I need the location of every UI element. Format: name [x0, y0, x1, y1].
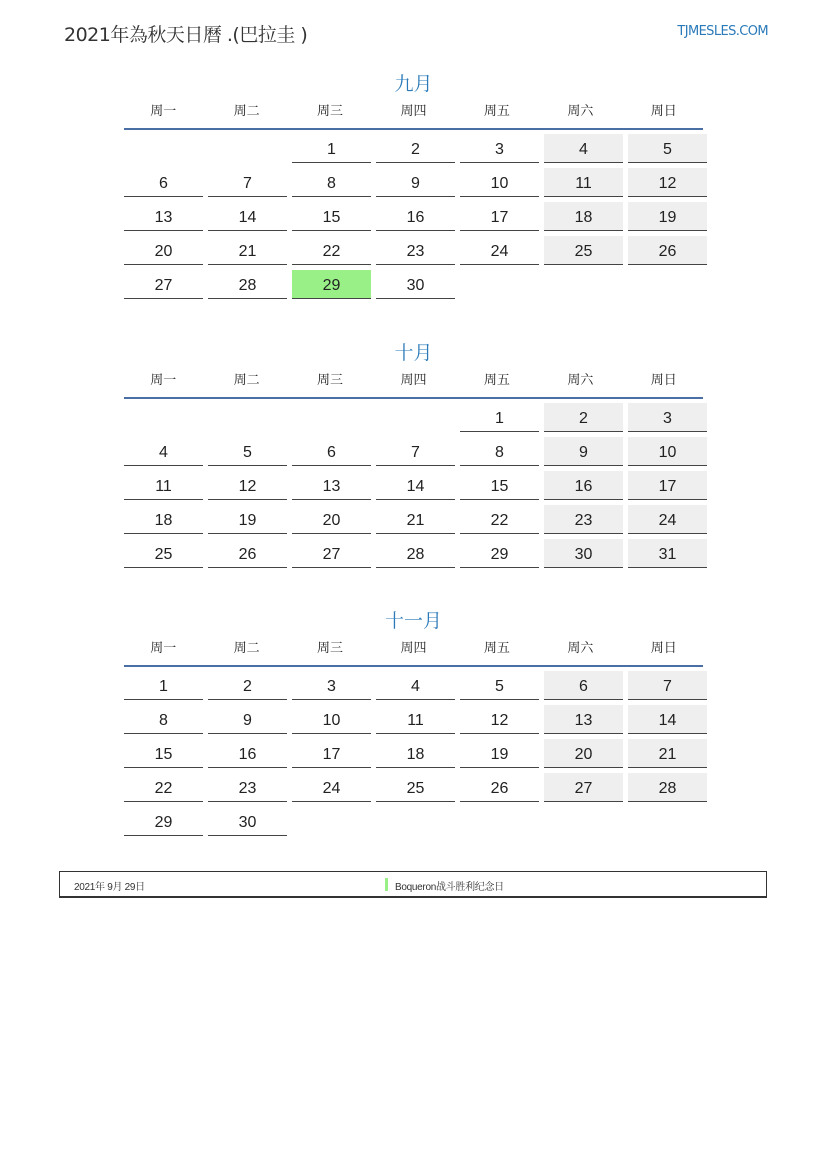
day-cell: 26	[208, 539, 287, 568]
day-cell: 8	[460, 437, 539, 466]
weekday-label: 周五	[483, 641, 510, 656]
day-cell: 22	[124, 773, 203, 802]
day-cell: 4	[376, 671, 455, 700]
day-cell: 27	[292, 539, 371, 568]
day-cell: 12	[628, 168, 707, 197]
weekday-label: 周三	[317, 104, 344, 119]
day-cell: 10	[460, 168, 539, 197]
site-link[interactable]: TJMESLES.COM	[677, 24, 768, 39]
weekday-label: 周六	[567, 373, 594, 388]
empty-cell	[376, 403, 455, 432]
day-cell: 21	[376, 505, 455, 534]
day-cell: 30	[208, 807, 287, 836]
day-cell: 5	[460, 671, 539, 700]
day-cell: 4	[544, 134, 623, 163]
day-cell: 14	[208, 202, 287, 231]
day-grid	[124, 134, 703, 299]
day-cell: 7	[376, 437, 455, 466]
day-cell: 6	[292, 437, 371, 466]
legend-date: 2021年 9月 29日	[74, 882, 145, 893]
day-cell: 20	[544, 739, 623, 768]
month-title: 九月	[394, 73, 433, 95]
month-title: 十月	[394, 342, 433, 364]
day-cell: 9	[376, 168, 455, 197]
day-cell: 17	[628, 471, 707, 500]
day-cell: 20	[292, 505, 371, 534]
day-cell: 14	[628, 705, 707, 734]
day-grid	[124, 403, 703, 568]
day-cell: 15	[124, 739, 203, 768]
day-cell: 15	[292, 202, 371, 231]
day-cell: 15	[460, 471, 539, 500]
day-cell: 11	[376, 705, 455, 734]
month-november	[124, 607, 703, 836]
month-september	[124, 70, 703, 299]
day-cell: 23	[376, 236, 455, 265]
day-cell: 29	[460, 539, 539, 568]
holiday-legend	[59, 871, 767, 898]
day-cell: 9	[208, 705, 287, 734]
legend-color-marker	[385, 878, 388, 891]
month-title: 十一月	[384, 610, 442, 632]
month-october	[124, 339, 703, 568]
day-cell: 6	[544, 671, 623, 700]
page-title: 2021年為秋天日曆 .(巴拉圭 )	[64, 24, 308, 46]
day-cell: 17	[292, 739, 371, 768]
weekday-label: 周四	[400, 641, 427, 656]
day-cell: 4	[124, 437, 203, 466]
day-cell: 18	[376, 739, 455, 768]
weekday-header	[124, 371, 703, 399]
empty-cell	[124, 403, 203, 432]
weekday-label: 周二	[233, 641, 260, 656]
day-cell: 26	[628, 236, 707, 265]
legend-holiday-name: Boqueron战斗胜利纪念日	[395, 882, 504, 893]
day-cell: 11	[544, 168, 623, 197]
day-cell: 2	[208, 671, 287, 700]
day-cell: 19	[460, 739, 539, 768]
day-cell: 1	[124, 671, 203, 700]
day-cell: 6	[124, 168, 203, 197]
day-cell: 25	[544, 236, 623, 265]
day-cell: 10	[628, 437, 707, 466]
day-cell: 1	[292, 134, 371, 163]
day-cell: 3	[292, 671, 371, 700]
day-cell: 19	[208, 505, 287, 534]
empty-cell	[124, 134, 203, 163]
weekday-label: 周二	[233, 373, 260, 388]
day-cell: 9	[544, 437, 623, 466]
weekday-label: 周五	[483, 104, 510, 119]
day-cell: 27	[124, 270, 203, 299]
day-cell: 17	[460, 202, 539, 231]
weekday-label: 周日	[650, 641, 677, 656]
day-cell: 18	[544, 202, 623, 231]
weekday-label: 周日	[650, 104, 677, 119]
day-cell: 16	[376, 202, 455, 231]
day-cell: 13	[544, 705, 623, 734]
weekday-label: 周六	[567, 104, 594, 119]
day-cell: 21	[628, 739, 707, 768]
weekday-label: 周三	[317, 641, 344, 656]
day-cell: 13	[124, 202, 203, 231]
day-cell: 12	[460, 705, 539, 734]
day-cell: 19	[628, 202, 707, 231]
weekday-label: 周日	[650, 373, 677, 388]
day-cell: 14	[376, 471, 455, 500]
weekday-label: 周三	[317, 373, 344, 388]
day-cell: 5	[208, 437, 287, 466]
weekday-label: 周五	[483, 373, 510, 388]
day-cell: 25	[124, 539, 203, 568]
day-cell: 3	[628, 403, 707, 432]
empty-cell	[208, 134, 287, 163]
day-cell: 30	[376, 270, 455, 299]
day-cell-holiday: 29	[292, 270, 371, 299]
day-cell: 27	[544, 773, 623, 802]
day-cell: 23	[208, 773, 287, 802]
day-cell: 1	[460, 403, 539, 432]
day-cell: 12	[208, 471, 287, 500]
day-cell: 30	[544, 539, 623, 568]
day-cell: 24	[292, 773, 371, 802]
day-cell: 24	[460, 236, 539, 265]
day-cell: 8	[124, 705, 203, 734]
day-cell: 16	[544, 471, 623, 500]
day-cell: 8	[292, 168, 371, 197]
day-cell: 25	[376, 773, 455, 802]
weekday-label: 周一	[150, 104, 177, 119]
day-cell: 28	[628, 773, 707, 802]
day-cell: 29	[124, 807, 203, 836]
weekday-header	[124, 639, 703, 667]
weekday-label: 周二	[233, 104, 260, 119]
day-grid	[124, 671, 703, 836]
day-cell: 21	[208, 236, 287, 265]
day-cell: 16	[208, 739, 287, 768]
day-cell: 5	[628, 134, 707, 163]
day-cell: 23	[544, 505, 623, 534]
day-cell: 20	[124, 236, 203, 265]
day-cell: 31	[628, 539, 707, 568]
day-cell: 7	[208, 168, 287, 197]
day-cell: 2	[544, 403, 623, 432]
day-cell: 13	[292, 471, 371, 500]
day-cell: 22	[460, 505, 539, 534]
day-cell: 26	[460, 773, 539, 802]
day-cell: 28	[376, 539, 455, 568]
day-cell: 7	[628, 671, 707, 700]
day-cell: 18	[124, 505, 203, 534]
day-cell: 3	[460, 134, 539, 163]
weekday-label: 周一	[150, 373, 177, 388]
day-cell: 2	[376, 134, 455, 163]
day-cell: 28	[208, 270, 287, 299]
empty-cell	[208, 403, 287, 432]
empty-cell	[292, 403, 371, 432]
weekday-label: 周一	[150, 641, 177, 656]
day-cell: 11	[124, 471, 203, 500]
day-cell: 10	[292, 705, 371, 734]
weekday-header	[124, 102, 703, 130]
weekday-label: 周四	[400, 373, 427, 388]
day-cell: 24	[628, 505, 707, 534]
weekday-label: 周四	[400, 104, 427, 119]
weekday-label: 周六	[567, 641, 594, 656]
day-cell: 22	[292, 236, 371, 265]
